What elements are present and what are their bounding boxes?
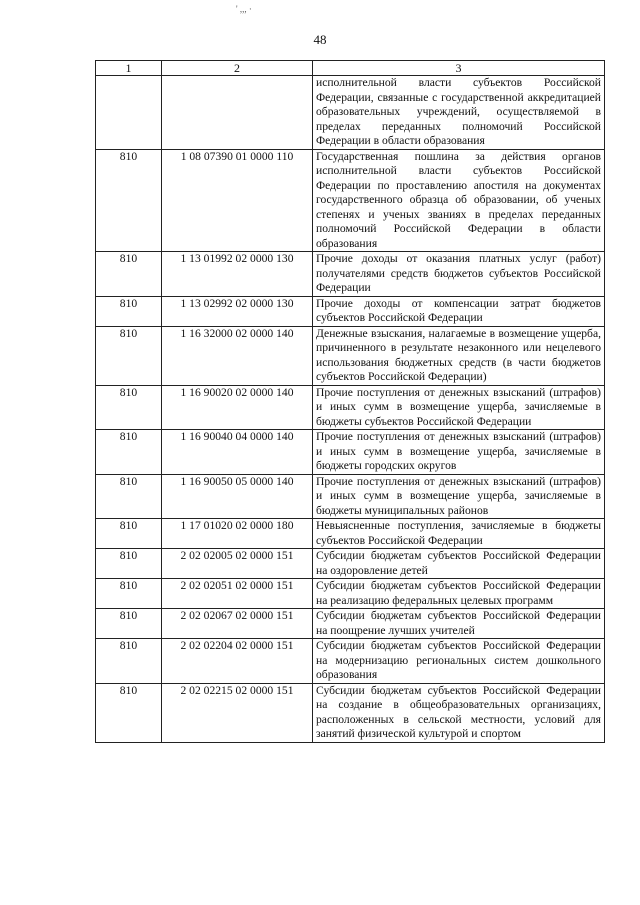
description-cell: Субсидии бюджетам субъектов Российской Федерации на создание в общеобразовательных организациях, расположенных в сельской местности, условий для занятий физической культурой и спортом <box>313 683 605 742</box>
table-row <box>96 609 605 639</box>
admin-code-cell: 810 <box>96 609 162 639</box>
admin-code-cell: 810 <box>96 683 162 742</box>
description-cell: Денежные взыскания, налагаемые в возмещение ущерба, причиненного в результате незаконного или нецелевого использования бюджетных средств (в части бюджетов субъектов Российской Федерации) <box>313 326 605 385</box>
revenue-code-cell: 1 17 01020 02 0000 180 <box>162 519 313 549</box>
admin-code-cell: 810 <box>96 326 162 385</box>
table-row <box>96 683 605 742</box>
description-cell: Невыясненные поступления, зачисляемые в бюджеты субъектов Российской Федерации <box>313 519 605 549</box>
description-cell: Прочие поступления от денежных взысканий (штрафов) и иных сумм в возмещение ущерба, зачисляемые в бюджеты субъектов Российской Федерации <box>313 385 605 430</box>
description-cell: Субсидии бюджетам субъектов Российской Федерации на поощрение лучших учителей <box>313 609 605 639</box>
column-header-3: 3 <box>313 61 605 76</box>
revenue-code-cell: 1 16 90020 02 0000 140 <box>162 385 313 430</box>
table-row <box>96 76 605 150</box>
admin-code-cell: 810 <box>96 549 162 579</box>
description-cell: Субсидии бюджетам субъектов Российской Федерации на реализацию федеральных целевых программ <box>313 579 605 609</box>
revenue-code-cell: 1 13 01992 02 0000 130 <box>162 252 313 297</box>
revenue-code-cell: 1 16 90040 04 0000 140 <box>162 430 313 475</box>
description-cell: Прочие доходы от компенсации затрат бюджетов субъектов Российской Федерации <box>313 296 605 326</box>
table-row <box>96 519 605 549</box>
revenue-code-cell: 2 02 02067 02 0000 151 <box>162 609 313 639</box>
page-number: 48 <box>313 32 327 47</box>
description-cell: Субсидии бюджетам субъектов Российской Федерации на оздоровление детей <box>313 549 605 579</box>
table-row <box>96 579 605 609</box>
revenue-code-cell <box>162 76 313 150</box>
description-cell: Прочие поступления от денежных взысканий (штрафов) и иных сумм в возмещение ущерба, зачисляемые в бюджеты городских округов <box>313 430 605 475</box>
table-row <box>96 149 605 252</box>
admin-code-cell: 810 <box>96 519 162 549</box>
revenue-code-cell: 2 02 02215 02 0000 151 <box>162 683 313 742</box>
table-row <box>96 430 605 475</box>
column-header-2: 2 <box>162 61 313 76</box>
admin-code-cell: 810 <box>96 474 162 519</box>
description-cell: Прочие доходы от оказания платных услуг (работ) получателями средств бюджетов субъектов Российской Федерации <box>313 252 605 297</box>
admin-code-cell: 810 <box>96 296 162 326</box>
description-cell: исполнительной власти субъектов Российской Федерации, связанные с государственной аккредитацией образовательных учреждений, осуществляемой в пределах переданных полномочий Российской Федерации в области образования <box>313 76 605 150</box>
admin-code-cell: 810 <box>96 149 162 252</box>
revenue-code-cell: 2 02 02051 02 0000 151 <box>162 579 313 609</box>
revenue-code-cell: 2 02 02204 02 0000 151 <box>162 639 313 684</box>
table-row <box>96 326 605 385</box>
revenue-code-cell: 1 16 90050 05 0000 140 <box>162 474 313 519</box>
admin-code-cell: 810 <box>96 385 162 430</box>
admin-code-cell: 810 <box>96 252 162 297</box>
description-cell: Государственная пошлина за действия органов исполнительной власти субъектов Российской Федерации по проставлению апостиля на документах государственного образца об образовании, об ученых степенях и ученых званиях в пределах переданных полномочий Российской Федерации в области образования <box>313 149 605 252</box>
admin-code-cell: 810 <box>96 579 162 609</box>
table-row <box>96 639 605 684</box>
admin-code-cell: 810 <box>96 430 162 475</box>
top-scan-mark: ' ,,, · <box>236 4 252 14</box>
table-row <box>96 296 605 326</box>
revenue-code-cell: 2 02 02005 02 0000 151 <box>162 549 313 579</box>
column-header-1: 1 <box>96 61 162 76</box>
revenue-code-cell: 1 16 32000 02 0000 140 <box>162 326 313 385</box>
description-cell: Прочие поступления от денежных взысканий (штрафов) и иных сумм в возмещение ущерба, зачисляемые в бюджеты муниципальных районов <box>313 474 605 519</box>
revenue-code-cell: 1 08 07390 01 0000 110 <box>162 149 313 252</box>
table-row <box>96 549 605 579</box>
table-row <box>96 252 605 297</box>
table-row <box>96 474 605 519</box>
table-header-row <box>96 61 605 76</box>
table-row <box>96 385 605 430</box>
revenue-code-cell: 1 13 02992 02 0000 130 <box>162 296 313 326</box>
revenue-codes-table <box>95 60 605 743</box>
admin-code-cell <box>96 76 162 150</box>
description-cell: Субсидии бюджетам субъектов Российской Федерации на модернизацию региональных систем дошкольного образования <box>313 639 605 684</box>
admin-code-cell: 810 <box>96 639 162 684</box>
